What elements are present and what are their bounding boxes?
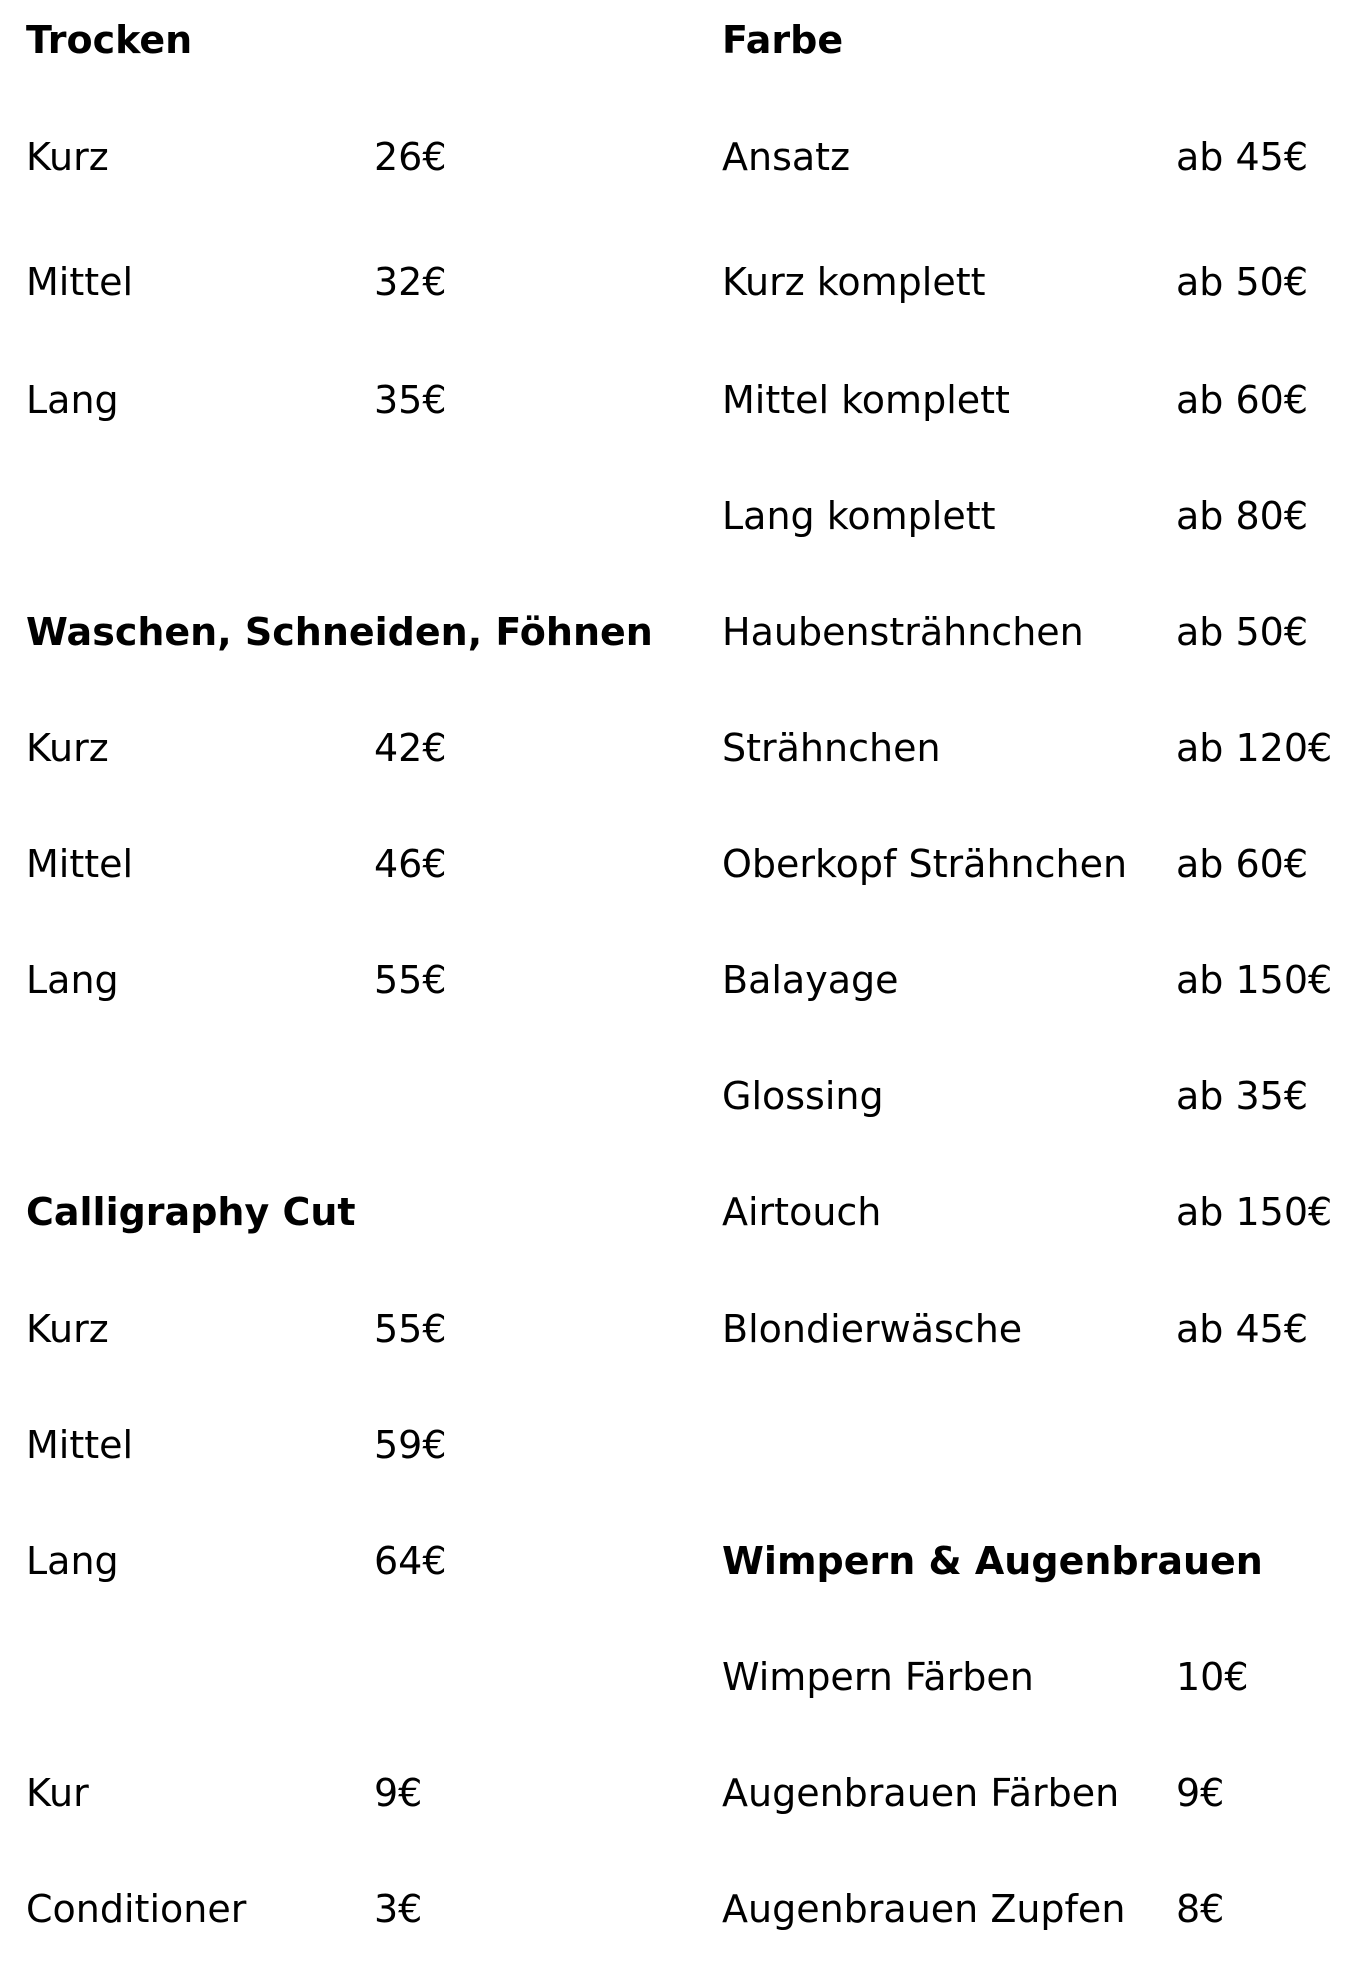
service-label: Lang (26, 958, 119, 1002)
service-label: Lang (26, 378, 119, 422)
service-label: Mittel (26, 1423, 134, 1467)
service-label: Kurz (26, 726, 109, 770)
service-price: ab 150€ (1176, 1190, 1333, 1234)
service-price: 9€ (374, 1771, 423, 1815)
service-price: 32€ (374, 260, 447, 304)
service-price: ab 120€ (1176, 726, 1333, 770)
service-price: 55€ (374, 958, 447, 1002)
service-label: Blondierwäsche (722, 1307, 1023, 1351)
service-price: 26€ (374, 135, 447, 179)
section-title-calligraphy: Calligraphy Cut (26, 1190, 356, 1234)
section-title-farbe: Farbe (722, 18, 844, 62)
section-title-waschen: Waschen, Schneiden, Föhnen (26, 610, 653, 654)
service-label: Mittel (26, 260, 134, 304)
service-price: ab 80€ (1176, 494, 1309, 538)
service-label: Augenbrauen Zupfen (722, 1887, 1126, 1931)
service-price: ab 45€ (1176, 135, 1309, 179)
service-label: Lang komplett (722, 494, 996, 538)
service-price: 64€ (374, 1539, 447, 1583)
service-label: Ansatz (722, 135, 851, 179)
service-price: 10€ (1176, 1655, 1249, 1699)
service-price: ab 35€ (1176, 1074, 1309, 1118)
service-label: Mittel (26, 842, 134, 886)
service-price: 59€ (374, 1423, 447, 1467)
service-label: Haubensträhnchen (722, 610, 1084, 654)
service-price: 42€ (374, 726, 447, 770)
service-label: Kurz komplett (722, 260, 986, 304)
service-label: Balayage (722, 958, 899, 1002)
service-label: Wimpern Färben (722, 1655, 1034, 1699)
service-price: 9€ (1176, 1771, 1225, 1815)
service-label: Lang (26, 1539, 119, 1583)
service-price: ab 45€ (1176, 1307, 1309, 1351)
service-price: ab 50€ (1176, 610, 1309, 654)
service-label: Conditioner (26, 1887, 247, 1931)
service-price: 3€ (374, 1887, 423, 1931)
service-label: Glossing (722, 1074, 884, 1118)
service-label: Mittel komplett (722, 378, 1010, 422)
service-price: 46€ (374, 842, 447, 886)
service-price: 35€ (374, 378, 447, 422)
service-price: ab 60€ (1176, 842, 1309, 886)
section-title-wimpern: Wimpern & Augenbrauen (722, 1539, 1263, 1583)
service-price: 55€ (374, 1307, 447, 1351)
section-title-trocken: Trocken (26, 18, 193, 62)
service-label: Augenbrauen Färben (722, 1771, 1120, 1815)
service-label: Oberkopf Strähnchen (722, 842, 1128, 886)
service-label: Kurz (26, 135, 109, 179)
service-label: Strähnchen (722, 726, 941, 770)
service-label: Kurz (26, 1307, 109, 1351)
service-label: Kur (26, 1771, 89, 1815)
service-label: Airtouch (722, 1190, 882, 1234)
service-price: ab 60€ (1176, 378, 1309, 422)
service-price: 8€ (1176, 1887, 1225, 1931)
service-price: ab 50€ (1176, 260, 1309, 304)
service-price: ab 150€ (1176, 958, 1333, 1002)
